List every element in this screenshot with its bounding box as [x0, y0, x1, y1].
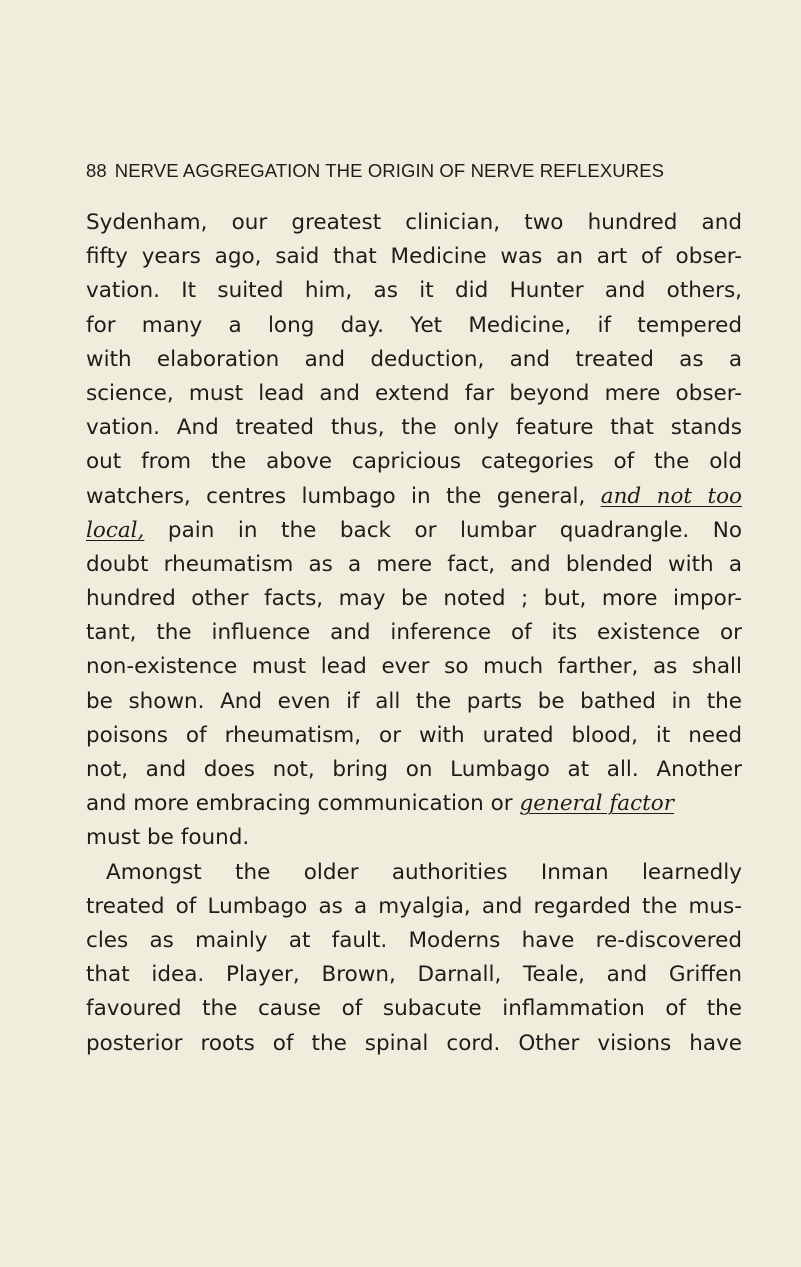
page-number: 88	[86, 160, 107, 181]
text-line: treated of Lumbago as a myalgia, and regarded the mus-	[86, 893, 742, 919]
text-line: tant, the influence and inference of its existence or	[86, 620, 742, 646]
text-line: vation. And treated thus, the only feature that stands	[86, 415, 742, 441]
text-line: that idea. Player, Brown, Darnall, Teale, and Griffen	[86, 962, 742, 988]
text-line: out from the above capricious categories of the old	[86, 449, 742, 475]
text-line: doubt rheumatism as a mere fact, and blended with a	[86, 551, 742, 577]
text-line: must be found.	[86, 825, 250, 851]
text-line: posterior roots of the spinal cord. Other visions have	[86, 1030, 742, 1056]
italic-emphasis: local,	[86, 517, 145, 543]
text-line: non-existence must lead ever so much farther, as shall	[86, 654, 742, 680]
text-run: watchers, centres lumbago in the general,	[86, 483, 586, 509]
text-run: pain in the back or lumbar quadrangle. No	[144, 517, 742, 543]
italic-emphasis: and not too	[600, 483, 742, 509]
text-run: and more embracing communication or	[86, 791, 513, 817]
text-line: cles as mainly at fault. Moderns have re-discovered	[86, 927, 742, 953]
text-line-mixed	[86, 787, 742, 821]
italic-emphasis: general factor	[519, 791, 675, 817]
running-title: NERVE AGGREGATION THE ORIGIN OF NERVE REFLEXURES	[114, 160, 665, 181]
text-line: Amongst the older authorities Inman learnedly	[106, 859, 742, 885]
text-line: favoured the cause of subacute inflammation of the	[86, 996, 742, 1022]
text-line: hundred other facts, may be noted ; but, more impor-	[86, 586, 742, 612]
text-line: fifty years ago, said that Medicine was an art of obser-	[86, 244, 742, 270]
text-line: not, and does not, bring on Lumbago at all. Another	[86, 757, 742, 782]
text-line: science, must lead and extend far beyond mere obser-	[86, 380, 742, 406]
running-header	[86, 160, 746, 182]
text-line: with elaboration and deduction, and treated as a	[86, 346, 742, 372]
text-line-mixed	[86, 480, 742, 514]
text-line: for many a long day. Yet Medicine, if tempered	[86, 312, 742, 338]
text-line: Sydenham, our greatest clinician, two hundred and	[86, 210, 742, 235]
text-line: be shown. And even if all the parts be bathed in the	[86, 688, 742, 714]
text-line: poisons of rheumatism, or with urated blood, it need	[86, 722, 742, 748]
text-line-mixed	[86, 514, 742, 548]
text-line: vation. It suited him, as it did Hunter and others,	[86, 278, 742, 304]
body-text	[86, 206, 742, 1061]
